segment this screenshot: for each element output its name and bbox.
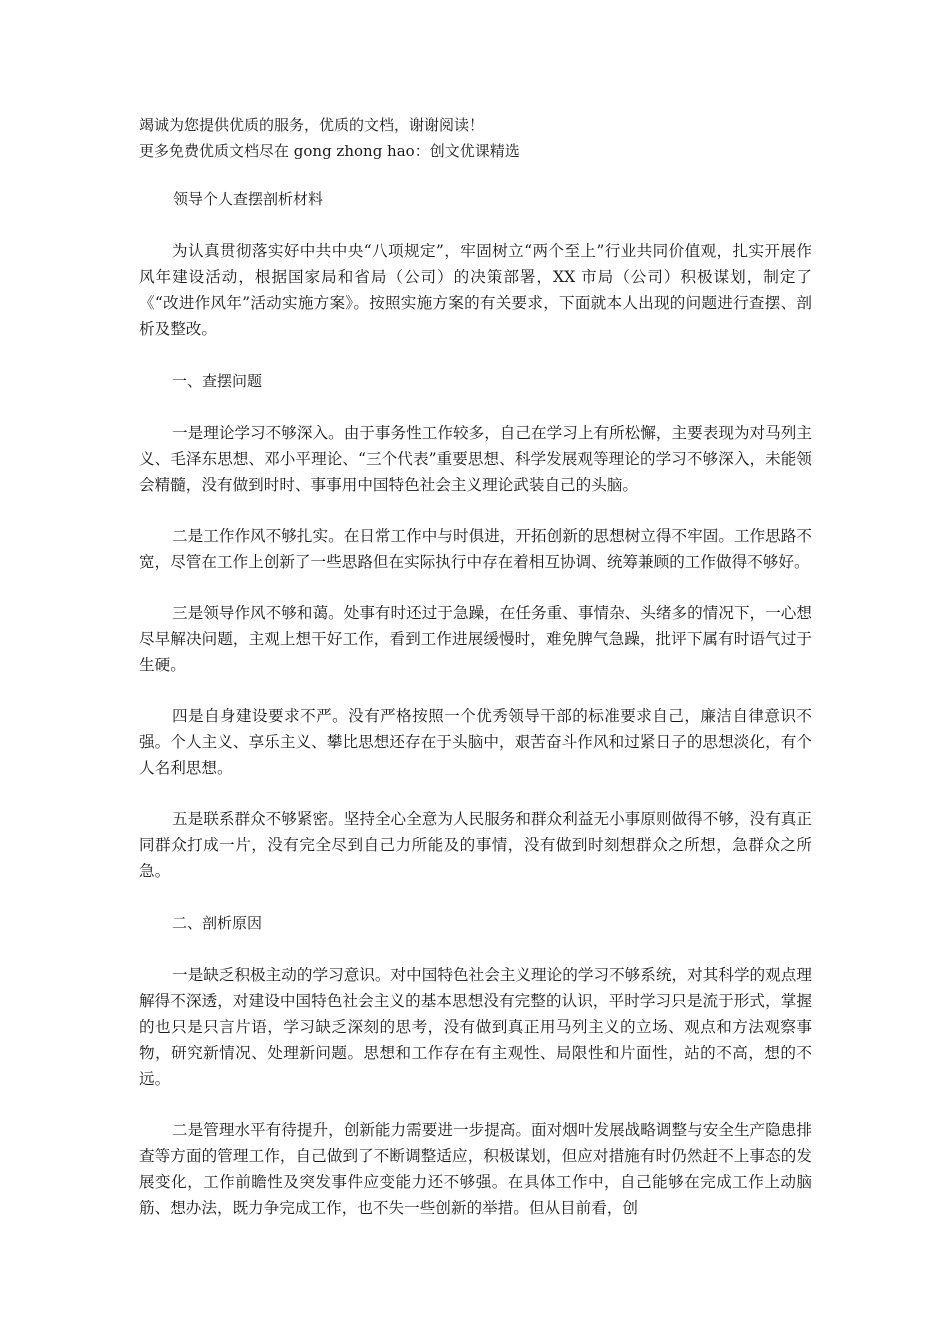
problem-paragraph-2: 二是工作作风不够扎实。在日常工作中与时俱进，开拓创新的思想树立得不牢固。工作思路不宽，尽管在工作上创新了一些思路但在实际执行中存在着相互协调、统筹兼顾的工作做得不够好。 xyxy=(139,527,812,571)
intro-paragraph: 为认真贯彻落实好中共中央“八项规定”，牢固树立“两个至上”行业共同价值观，扎实开展作风年建设活动，根据国家局和省局（公司）的决策部署，XX 市局（公司）积极谋划，制定了《“改进作风年”活动实施方案》。按照实施方案的有关要求，下面就本人出现的问题进行查摆、剖析及整改。 xyxy=(139,242,812,338)
problem-paragraph-4: 四是自身建设要求不严。没有严格按照一个优秀领导干部的标准要求自己，廉洁自律意识不强。个人主义、享乐主义、攀比思想还存在于头脑中，艰苦奋斗作风和过紧日子的思想淡化，有个人名利思想。 xyxy=(139,707,812,777)
document-title: 领导个人查摆剖析材料 xyxy=(173,190,324,208)
problem-paragraph-3: 三是领导作风不够和蔼。处事有时还过于急躁，在任务重、事情杂、头绪多的情况下，一心想尽早解决问题，主观上想干好工作，看到工作进展缓慢时，难免脾气急躁，批评下属有时语气过于生硬。 xyxy=(139,604,812,674)
promo-line-2: 更多免费优质文档尽在 gong zhong hao：创文优课精选 xyxy=(139,142,520,160)
cause-paragraph-1: 一是缺乏积极主动的学习意识。对中国特色社会主义理论的学习不够系统，对其科学的观点理解得不深透，对建设中国特色社会主义的基本思想没有完整的认识，平时学习只是流于形式，掌握的也只是只言片语，学习缺乏深刻的思考，没有做到真正用马列主义的立场、观点和方法观察事物，研究新情况、处理新问题。思想和工作存在有主观性、局限性和片面性，站的不高，想的不远。 xyxy=(139,966,812,1088)
section-heading-problems: 一、查摆问题 xyxy=(172,372,263,390)
document-page xyxy=(139,112,812,1221)
problem-paragraph-5: 五是联系群众不够紧密。坚持全心全意为人民服务和群众利益无小事原则做得不够，没有真正同群众打成一片，没有完全尽到自己力所能及的事情，没有做到时刻想群众之所想，急群众之所急。 xyxy=(139,810,812,880)
problem-paragraph-1: 一是理论学习不够深入。由于事务性工作较多，自己在学习上有所松懈，主要表现为对马列主义、毛泽东思想、邓小平理论、“三个代表”重要思想、科学发展观等理论的学习不够深入，未能领会精髓，没有做到时时、事事用中国特色社会主义理论武装自己的头脑。 xyxy=(139,424,812,494)
section-heading-causes: 二、剖析原因 xyxy=(172,914,263,932)
cause-paragraph-2: 二是管理水平有待提升，创新能力需要进一步提高。面对烟叶发展战略调整与安全生产隐患排查等方面的管理工作，自己做到了不断调整适应，积极谋划，但应对措施有时仍然赶不上事态的发展变化，工作前瞻性及突发事件应变能力还不够强。在具体工作中，自己能够在完成工作上动脑筋、想办法，既力争完成工作，也不失一些创新的举措。但从目前看，创 xyxy=(139,1121,812,1217)
promo-line-1: 竭诚为您提供优质的服务，优质的文档，谢谢阅读！ xyxy=(139,116,485,134)
